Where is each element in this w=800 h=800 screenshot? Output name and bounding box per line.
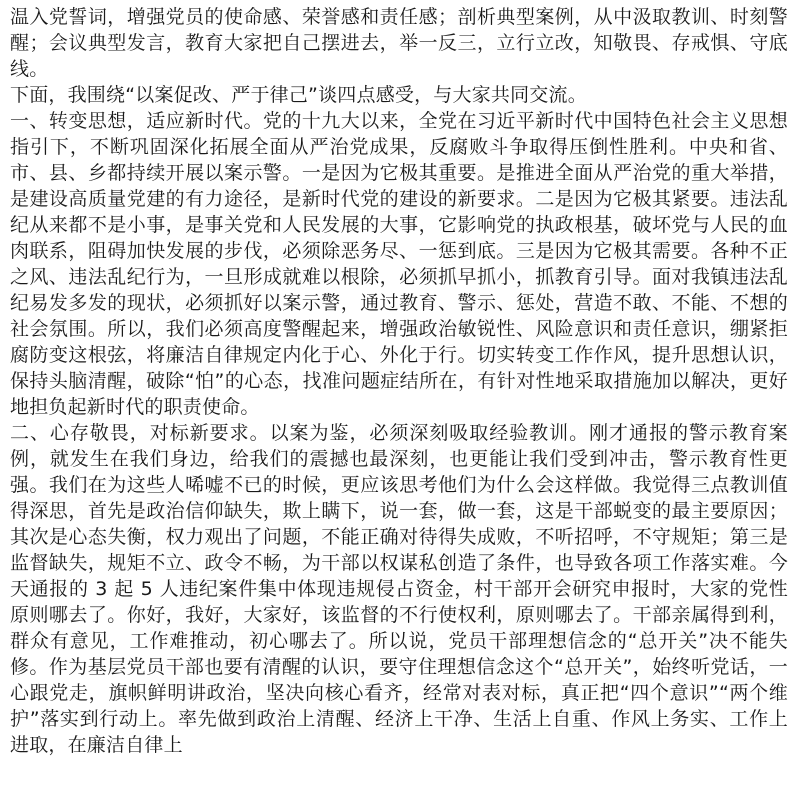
paragraph-section-two: 二、心存敬畏，对标新要求。以案为鉴，必须深刻吸取经验教训。刚才通报的警示教育案例，就发生在我们身边，给我们的震撼也最深刻，也更能让我们受到冲击，警示教育性更强。我们在为这些人唏嘘不已的时候，更应该思考他们为什么会这样做。我觉得三点教训值得深思，首先是政治信仰缺失，欺上瞒下，说一套，做一套，这是干部蜕变的最主要原因；其次是心态失衡，权力观出了问题，不能正确对待得失成败，不听招呼，不守规矩；第三是监督缺失，规矩不立、政令不畅，为干部以权谋私创造了条件，也导致各项工作落实难。今天通报的 3 起 5 人违纪案件集中体现违规侵占资金，村干部开会研究申报时，大家的党性原则哪去了。你好，我好，大家好，该监督的不行使权利，原则哪去了。干部亲属得到利，群众有意见，工作难推动，初心哪去了。所以说，党员干部理想信念的“总开关”决不能失修。作为基层党员干部也要有清醒的认识，要守住理想信念这个“总开关”，始终听党话，一心跟党走，旗帜鲜明讲政治，坚决向核心看齐，经常对表对标，真正把“四个意识”“两个维护”落实到行动上。率先做到政治上清醒、经济上干净、生活上自重、作风上务实、工作上进取，在廉洁自律上 [10, 422, 788, 756]
paragraph-intro: 温入党誓词，增强党员的使命感、荣誉感和责任感；剖析典型案例，从中汲取教训、时刻警醒；会议典型发言，教育大家把自己摆进去，举一反三，立行立改，知敬畏、存戒惧、守底线。 [10, 6, 788, 80]
paragraph-topic: 下面，我围绕“以案促改、严于律己”谈四点感受，与大家共同交流。 [10, 84, 587, 106]
paragraph-section-one: 一、转变思想，适应新时代。党的十九大以来，全党在习近平新时代中国特色社会主义思想指引下，不断巩固深化拓展全面从严治党成果，反腐败斗争取得压倒性胜利。中央和省、市、县、乡都持续开展以案示警。一是因为它极其重要。是推进全面从严治党的重大举措，是建设高质量党建的有力途径，是新时代党的建设的新要求。二是因为它极其紧要。违法乱纪从来都不是小事，是事关党和人民发展的大事，它影响党的执政根基，破坏党与人民的血肉联系，阻碍加快发展的步伐，必须除恶务尽、一惩到底。三是因为它极其需要。各种不正之风、违法乱纪行为，一旦形成就难以根除，必须抓早抓小，抓教育引导。面对我镇违法乱纪易发多发的现状，必须抓好以案示警，通过教育、警示、惩处，营造不敢、不能、不想的社会氛围。所以，我们必须高度警醒起来，增强政治敏锐性、风险意识和责任意识，绷紧拒腐防变这根弦，将廉洁自律规定内化于心、外化于行。切实转变工作作风，提升思想认识，保持头脑清醒，破除“怕”的心态，找准问题症结所在，有针对性地采取措施加以解决，更好地担负起新时代的职责使命。 [10, 110, 788, 418]
